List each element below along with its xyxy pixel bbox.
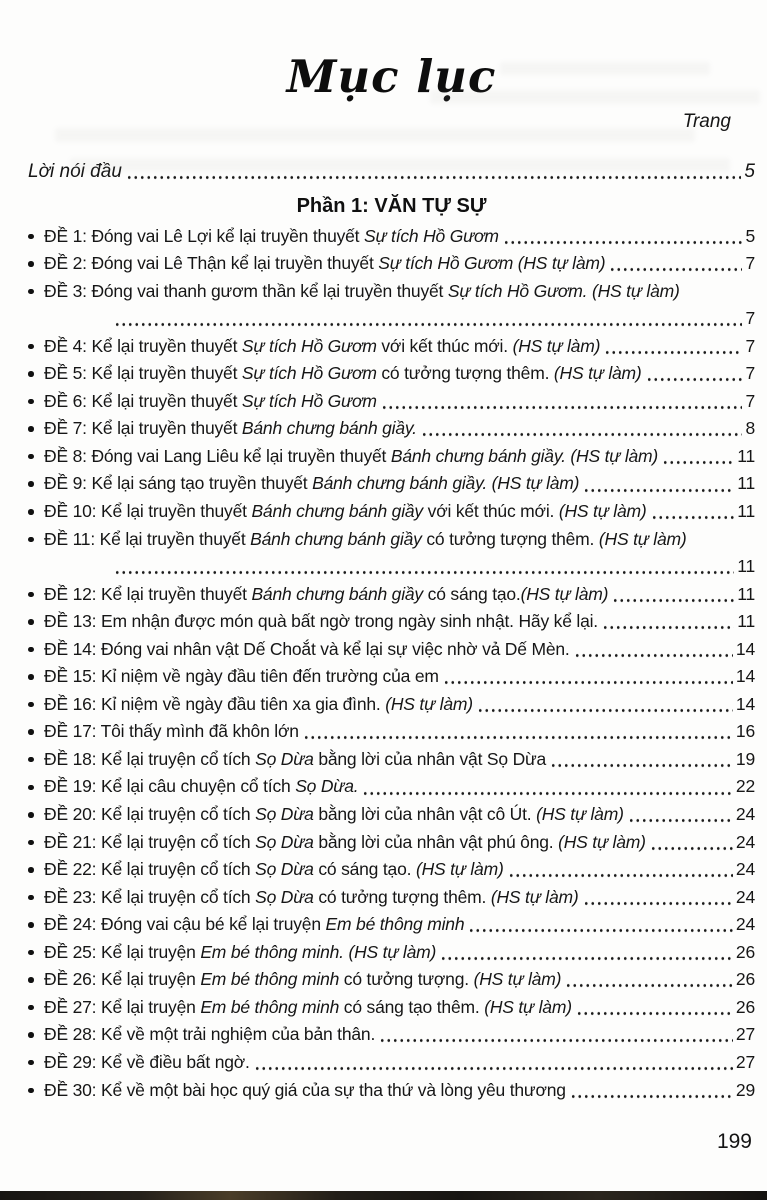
toc-entry-segment: Bánh chưng bánh giầy [251,583,423,604]
toc-entry-label: ĐỀ 17: [44,721,101,742]
dot-leader [468,911,733,939]
bullet-icon [28,867,34,873]
toc-entry [28,360,755,388]
toc-entry-text [44,884,579,912]
bullet-icon [28,234,34,240]
dot-leader [602,608,734,636]
toc-entry-label: ĐỀ 27: [44,996,101,1017]
toc-entry-segment: (HS tự làm) [473,969,562,990]
bullet-box [28,509,44,515]
toc-entry-text [44,911,464,939]
toc-entry-segment: với kết thúc mới. [422,501,559,522]
toc-entry-segment: Kể lại truyền thuyết [91,363,242,384]
toc-entry-page: 7 [745,363,755,384]
toc-entry-segment: Em nhận được món quà bất ngờ trong ngày sinh nhật. Hãy kể lại. [100,611,598,632]
toc-entry-segment: (HS tự làm) [385,693,473,714]
toc-entry-segment: Kể lại truyện cổ tích [100,886,256,907]
toc-entry-segment: Sự tích Hồ Gươm [241,390,377,411]
toc-entry-text [44,856,504,884]
toc-entry-segment: Đóng vai nhân vật Dế Choắt và kể lại sự việc nhờ vả Dế Mèn. [100,638,570,659]
toc-entry-page: 7 [745,308,755,329]
toc-entry-text [44,746,546,774]
bullet-icon [28,1088,34,1094]
toc-entry-text [44,498,647,526]
toc-list [28,223,755,1105]
toc-entry-segment: (HS tự làm) [598,528,687,549]
toc-entry-text [44,829,646,857]
bullet-icon [28,454,34,460]
toc-entry-text [44,250,605,278]
toc-entry-segment: Kể lại truyền thuyết [99,528,251,549]
toc-entry-page: 24 [735,914,755,935]
toc-entry [28,691,755,719]
toc-entry-segment: Sự tích Hồ Gươm [241,335,377,356]
bullet-icon [28,977,34,983]
dot-leader [381,388,743,416]
toc-entry-label: ĐỀ 29: [44,1051,101,1072]
toc-entry [28,415,755,443]
toc-entry-page: 26 [735,969,755,990]
toc-entry-text [44,360,642,388]
toc-entry-segment: Kể lại truyện [100,969,201,990]
toc-entry-segment: Đóng vai Lang Liêu kể lại truyền thuyết [91,445,391,466]
toc-entry-segment: (HS tự làm) [520,583,609,604]
toc-entry-segment: Sự tích Hồ Gươm. (HS tự làm) [447,280,680,301]
toc-entry-segment: (HS tự làm) [512,335,601,356]
toc-entry-text [44,278,680,306]
toc-entry-page: 14 [735,693,755,714]
toc-entry-page: 7 [745,335,755,356]
toc-entry [28,801,755,829]
toc-entry-label: ĐỀ 25: [44,941,101,962]
toc-entry-segment: Bánh chưng bánh giầy [250,528,422,549]
toc-entry-text [44,966,561,994]
bullet-box [28,729,44,735]
toc-intro-entry [28,158,755,186]
section-heading: Phần 1: VĂN TỰ SỰ [296,194,487,217]
toc-entry-text [44,939,436,967]
dot-leader [650,829,733,857]
toc-entry [28,911,755,939]
toc-entry-segment: (HS tự làm) [536,804,624,825]
toc-entry-page: 29 [735,1079,755,1100]
dot-leader [662,443,734,471]
toc-entry-segment: Tôi thấy mình đã khôn lớn [100,721,299,742]
toc-entry-text [44,1049,250,1077]
page-number: 199 [716,1130,752,1153]
dot-leader [503,223,743,251]
toc-entry [28,663,755,691]
toc-entry-segment: Sọ Dừa. [295,776,359,797]
toc-entry-label: ĐỀ 2: [44,253,92,274]
dot-leader [303,718,733,746]
toc-entry-text [44,415,417,443]
toc-entry-segment: với kết thúc mới. [376,335,513,356]
toc-entry-segment: bằng lời của nhân vật Sọ Dừa [313,748,547,769]
toc-entry-segment: Kể lại truyện [100,941,201,962]
bullet-box [28,592,44,598]
toc-entry-segment: Kể lại câu chuyện cổ tích [100,776,296,797]
toc-entry [28,526,755,554]
toc-entry-segment: Bánh chưng bánh giầy. (HS tự làm) [312,473,580,494]
toc-entry-segment: Em bé thông minh [200,969,340,990]
toc-entry-segment: Sọ Dừa [255,859,314,880]
toc-entry-segment: Đóng vai Lê Thận kể lại truyền thuyết [91,253,379,274]
bullet-box [28,426,44,432]
toc-entry-page: 24 [735,859,755,880]
bullet-box [28,812,44,818]
toc-entry-page: 11 [737,556,755,577]
toc-entry-page: 24 [735,804,755,825]
bullet-icon [28,371,34,377]
dot-leader [612,581,734,609]
toc-entry-segment: Kể lại truyện cổ tích [100,859,256,880]
bullet-box [28,619,44,625]
toc-entry-label: ĐỀ 13: [44,611,101,632]
toc-entry-text [44,801,624,829]
toc-entry-text [44,526,687,554]
dot-leader [628,801,733,829]
bullet-box [28,950,44,956]
toc-entry-segment: có tưởng tượng. [339,969,474,990]
toc-entry-page: 11 [737,611,755,632]
dot-leader [576,994,733,1022]
dot-leader [550,746,733,774]
toc-entry-label: ĐỀ 26: [44,969,101,990]
toc-entry-segment: Bánh chưng bánh giầy. [241,418,417,439]
dot-leader [362,773,733,801]
bullet-box [28,234,44,240]
toc-entry-page: 16 [735,721,755,742]
toc-entry-segment: có sáng tạo. [422,583,521,604]
page-column-header: Trang [682,111,731,132]
toc-entry-label: ĐỀ 9: [44,473,92,494]
bullet-box [28,922,44,928]
bullet-icon [28,950,34,956]
bullet-box [28,399,44,405]
toc-entry-segment: Kể lại truyện cổ tích [100,748,256,769]
toc-entry-text [44,388,377,416]
dot-leader [440,939,733,967]
bullet-icon [28,702,34,708]
dot-leader [421,415,743,443]
toc-entry-label: ĐỀ 6: [44,390,92,411]
toc-entry-label: ĐỀ 22: [44,859,101,880]
bullet-icon [28,674,34,680]
toc-entry-label: ĐỀ 16: [44,693,101,714]
toc-entry-segment: bằng lời của nhân vật phú ông. [313,831,559,852]
bullet-icon [28,399,34,405]
toc-entry [28,1077,755,1105]
toc-entry-page: 26 [735,941,755,962]
bullet-icon [28,785,34,791]
bullet-icon [28,922,34,928]
bullet-icon [28,812,34,818]
toc-entry-segment: (HS tự làm) [558,501,647,522]
toc-entry-segment: Kể lại truyền thuyết [100,583,252,604]
toc-entry-segment: (HS tự làm) [553,363,642,384]
bullet-icon [28,289,34,295]
toc-entry-segment: bằng lời của nhân vật cô Út. [313,804,537,825]
toc-entry [28,278,755,306]
toc-entry [28,994,755,1022]
bullet-box [28,261,44,267]
toc-entry-segment: Kể lại truyền thuyết [91,390,242,411]
bullet-box [28,977,44,983]
bullet-box [28,1088,44,1094]
toc-entry-label: ĐỀ 1: [44,225,92,246]
toc-entry-page: 5 [745,225,755,246]
toc-entry-label: ĐỀ 4: [44,335,92,356]
toc-entry-text [44,223,499,251]
toc-entry [28,773,755,801]
toc-entry-text [44,333,600,361]
toc-entry [28,223,755,251]
toc-entry [28,718,755,746]
toc-entry-label: ĐỀ 24: [44,914,101,935]
toc-entry-page: 27 [735,1024,755,1045]
toc-entry-segment: Sọ Dừa [255,804,314,825]
dot-leader [646,360,743,388]
toc-entry-segment: Bánh chưng bánh giầy [251,501,423,522]
toc-intro-label: Lời nói đầu [28,161,122,182]
dot-leader [565,966,733,994]
toc-entry-segment: Kể lại truyền thuyết [91,335,242,356]
bullet-icon [28,647,34,653]
toc-entry [28,1049,755,1077]
dot-leader [604,333,742,361]
toc-entry-label: ĐỀ 23: [44,886,101,907]
bullet-icon [28,592,34,598]
toc-entry-label: ĐỀ 28: [44,1024,101,1045]
toc-entry-text [44,470,579,498]
toc-entry-segment: (HS tự làm) [558,831,646,852]
toc-entry-page: 7 [745,253,755,274]
bullet-icon [28,509,34,515]
toc-entry-segment: Kể lại truyền thuyết [100,501,252,522]
bullet-box [28,289,44,295]
toc-entry [28,498,755,526]
dot-leader [609,250,742,278]
dot-leader [379,1021,733,1049]
toc-entry [28,443,755,471]
dot-leader [126,158,742,186]
bullet-box [28,1060,44,1066]
toc-entry-segment: có sáng tạo thêm. [339,996,485,1017]
toc-entry-text [44,691,473,719]
toc-entry-segment: (HS tự làm) [415,859,504,880]
toc-entry-text [44,718,299,746]
toc-entry-page: 7 [745,390,755,411]
bullet-icon [28,619,34,625]
toc-entry-segment: Kể về một bài học quý giá của sự tha thứ và lòng yêu thương [100,1079,566,1100]
toc-entry [28,470,755,498]
dot-leader [114,553,734,581]
toc-entry-continuation [28,305,755,333]
toc-entry-page: 11 [737,473,755,494]
dot-leader [583,470,734,498]
bullet-box [28,344,44,350]
toc-entry [28,608,755,636]
toc-entry-segment: Kể về một trải nghiệm của bản thân. [100,1024,376,1045]
bullet-box [28,1032,44,1038]
toc-entry-text [44,773,358,801]
bullet-icon [28,537,34,543]
toc-entry-label: ĐỀ 7: [44,418,92,439]
toc-entry [28,388,755,416]
toc-entry-segment: Kể lại truyện cổ tích [100,804,256,825]
toc-entry-label: ĐỀ 3: [44,280,92,301]
toc-entry-segment: Sọ Dừa [255,748,314,769]
toc-entry-text [44,608,598,636]
toc-entry-segment: Em bé thông minh. (HS tự làm) [200,941,437,962]
toc-entry-segment: Đóng vai thanh gươm thần kể lại truyền thuyết [91,280,448,301]
toc-entry-text [44,994,572,1022]
bullet-box [28,647,44,653]
toc-entry-segment: Kể lại truyền thuyết [91,418,242,439]
bullet-box [28,867,44,873]
toc-entry [28,636,755,664]
toc-entry-page: 8 [745,418,755,439]
dot-leader [583,884,733,912]
toc-entry-segment: Kỉ niệm về ngày đầu tiên đến trường của em [100,666,439,687]
toc-entry [28,1021,755,1049]
toc-entry-label: ĐỀ 18: [44,748,101,769]
toc-entry-segment: có sáng tạo. [313,859,416,880]
toc-entry-page: 11 [737,501,755,522]
toc-entry [28,856,755,884]
toc-entry-segment: Sự tích Hồ Gươm [241,363,377,384]
toc-entry [28,333,755,361]
toc-entry-page: 14 [735,638,755,659]
toc-entry-segment: có tưởng tượng thêm. [313,886,491,907]
toc-entry-segment: Kể lại truyện [100,996,201,1017]
toc-entry-segment: Em bé thông minh [325,914,465,935]
toc-entry-label: ĐỀ 10: [44,501,101,522]
bullet-icon [28,426,34,432]
bullet-icon [28,757,34,763]
toc-entry-segment: Kể lại sáng tạo truyền thuyết [91,473,313,494]
toc-entry-label: ĐỀ 19: [44,776,101,797]
toc-entry-segment: Em bé thông minh [200,996,340,1017]
toc-entry [28,746,755,774]
toc-entry-label: ĐỀ 12: [44,583,101,604]
bullet-icon [28,840,34,846]
dot-leader [574,636,733,664]
bullet-box [28,757,44,763]
toc-entry-page: 14 [735,666,755,687]
toc-entry [28,581,755,609]
bullet-icon [28,1032,34,1038]
toc-entry-label: ĐỀ 30: [44,1079,101,1100]
bullet-box [28,537,44,543]
toc-entry-continuation [28,553,755,581]
toc-entry-label: ĐỀ 8: [44,445,92,466]
toc-entry-segment: Bánh chưng bánh giầy. (HS tự làm) [390,445,659,466]
bullet-box [28,481,44,487]
bullet-icon [28,1060,34,1066]
toc-entry-page: 19 [735,748,755,769]
toc-entry-label: ĐỀ 20: [44,804,101,825]
toc-entry-segment: Sọ Dừa [255,886,314,907]
toc-entry-segment: Đóng vai cậu bé kể lại truyện [100,914,326,935]
bullet-box [28,674,44,680]
toc-entry-page: 24 [735,831,755,852]
bullet-box [28,1005,44,1011]
bullet-icon [28,481,34,487]
toc-entry-page: 26 [735,996,755,1017]
dot-leader [443,663,733,691]
toc-entry-page: 24 [735,886,755,907]
dot-leader [570,1077,733,1105]
toc-entry-label: ĐỀ 14: [44,638,101,659]
toc-entry-page: 11 [737,445,755,466]
toc-entry-label: ĐỀ 5: [44,363,92,384]
toc-entry-text [44,1021,375,1049]
toc-entry-segment: có tưởng tượng thêm. [421,528,599,549]
toc-entry-label: ĐỀ 11: [44,528,100,549]
bullet-icon [28,895,34,901]
toc-entry-text [44,1077,566,1105]
bullet-box [28,895,44,901]
toc-entry-text [44,581,608,609]
bullet-box [28,785,44,791]
toc-entry-text [44,663,439,691]
toc-entry-segment: Sự tích Hồ Gươm (HS tự làm) [378,253,606,274]
bullet-icon [28,344,34,350]
bullet-icon [28,261,34,267]
bullet-box [28,454,44,460]
toc-entry-segment: Kể lại truyện cổ tích [100,831,256,852]
toc-entry-segment: (HS tự làm) [484,996,572,1017]
dot-leader [114,305,742,333]
page-title: Mục lục [286,50,497,103]
bullet-box [28,371,44,377]
bullet-box [28,840,44,846]
toc-entry-text [44,636,570,664]
toc-entry-label: ĐỀ 21: [44,831,101,852]
bullet-icon [28,1005,34,1011]
bullet-box [28,702,44,708]
toc-entry-page: 11 [737,583,755,604]
dot-leader [477,691,733,719]
toc-entry [28,966,755,994]
toc-entry [28,939,755,967]
toc-entry-segment: có tưởng tượng thêm. [376,363,554,384]
toc-entry-segment: Kỉ niệm về ngày đầu tiên xa gia đình. [100,693,386,714]
toc-entry-page: 22 [735,776,755,797]
toc-entry [28,884,755,912]
toc-entry-segment: Đóng vai Lê Lợi kể lại truyền thuyết [91,225,365,246]
toc-entry-segment: Sọ Dừa [255,831,314,852]
page-content [0,50,767,1104]
toc-entry-label: ĐỀ 15: [44,666,101,687]
toc-entry [28,829,755,857]
bullet-icon [28,729,34,735]
toc-intro-page: 5 [744,161,755,182]
toc-entry-segment: Kể về điều bất ngờ. [100,1051,250,1072]
dot-leader [254,1049,733,1077]
dot-leader [651,498,735,526]
toc-entry-page: 27 [735,1051,755,1072]
toc-entry-text [44,443,658,471]
toc-entry [28,250,755,278]
scan-edge-bar [0,1191,767,1200]
toc-entry-segment: (HS tự làm) [490,886,579,907]
dot-leader [508,856,733,884]
toc-entry-segment: Sự tích Hồ Gươm [364,225,499,246]
